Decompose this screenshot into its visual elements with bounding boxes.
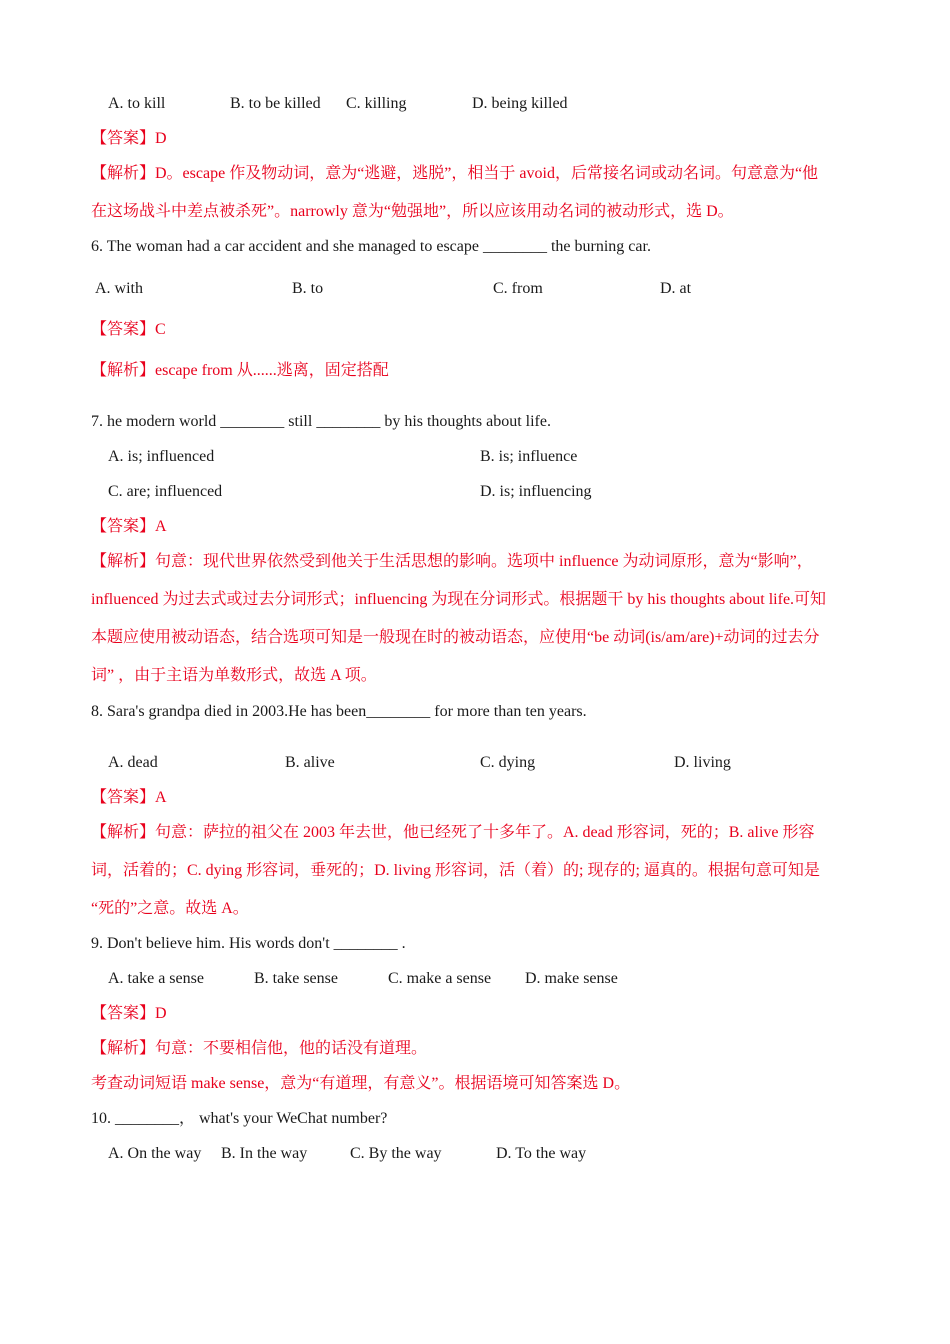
q5-analysis-line-1: 【解析】D。escape 作及物动词，意为“逃避，逃脱”，相当于 avoid，后常接名词或动名词。句意意为“他 — [91, 165, 819, 182]
q9-option-c: C. make a sense — [388, 970, 492, 987]
q5-option-a: A. to kill — [108, 95, 166, 112]
q5-analysis-line-2: 在这场战斗中差点被杀死”。narrowly 意为“勉强地”，所以应该用动名词的被动形式，选 D。 — [91, 203, 734, 220]
q9-option-b: B. take sense — [254, 970, 338, 987]
q10-option-d: D. To the way — [496, 1145, 587, 1162]
q7-question: 7. he modern world ________ still ________ by his thoughts about life. — [91, 413, 551, 430]
q6-question: 6. The woman had a car accident and she managed to escape ________ the burning car. — [91, 238, 651, 255]
q9-option-a: A. take a sense — [108, 970, 204, 987]
q7-analysis-line-3: 本题应使用被动语态，结合选项可知是一般现在时的被动语态，应使用“be 动词(is/am/are)+动词的过去分 — [91, 629, 820, 646]
q5-option-d: D. being killed — [472, 95, 568, 112]
q6-option-c: C. from — [493, 280, 543, 297]
q9-option-d: D. make sense — [525, 970, 618, 987]
q7-option-b: B. is; influence — [480, 448, 578, 465]
q8-option-b: B. alive — [285, 754, 335, 771]
q7-analysis-line-1: 【解析】句意：现代世界依然受到他关于生活思想的影响。选项中 influence 为动词原形，意为“影响”， — [91, 553, 813, 570]
q8-analysis-line-1: 【解析】句意：萨拉的祖父在 2003 年去世，他已经死了十多年了。A. dead 形容词，死的；B. alive 形容 — [91, 824, 815, 841]
q6-option-d: D. at — [660, 280, 692, 297]
q6-analysis-line-1: 【解析】escape from 从......逃离，固定搭配 — [91, 362, 389, 379]
q7-option-d: D. is; influencing — [480, 483, 592, 500]
q7-answer: 【答案】A — [91, 518, 167, 535]
q10-option-c: C. By the way — [350, 1145, 442, 1162]
q6-option-a: A. with — [95, 280, 143, 297]
q8-question: 8. Sara's grandpa died in 2003.He has been________ for more than ten years. — [91, 703, 587, 720]
q9-analysis-line-2: 考查动词短语 make sense，意为“有道理，有意义”。根据语境可知答案选 D。 — [91, 1075, 631, 1092]
q5-option-c: C. killing — [346, 95, 407, 112]
q8-option-a: A. dead — [108, 754, 158, 771]
q8-analysis-line-3: “死的”之意。故选 A。 — [91, 900, 249, 917]
q9-question: 9. Don't believe him. His words don't ________ . — [91, 935, 406, 952]
q8-answer: 【答案】A — [91, 789, 167, 806]
q10-option-b: B. In the way — [221, 1145, 308, 1162]
q9-answer: 【答案】D — [91, 1005, 167, 1022]
q10-question: 10. ________， what's your WeChat number? — [91, 1110, 388, 1127]
q8-option-d: D. living — [674, 754, 731, 771]
q5-answer: 【答案】D — [91, 130, 167, 147]
q7-analysis-line-2: influenced 为过去式或过去分词形式；influencing 为现在分词形式。根据题干 by his thoughts about life.可知 — [91, 591, 827, 608]
q8-option-c: C. dying — [480, 754, 536, 771]
q5-option-b: B. to be killed — [230, 95, 321, 112]
q6-answer: 【答案】C — [91, 321, 166, 338]
q8-analysis-line-2: 词，活着的；C. dying 形容词，垂死的；D. living 形容词，活（着）的; 现存的; 逼真的。根据句意可知是 — [91, 862, 820, 879]
q6-option-b: B. to — [292, 280, 324, 297]
q7-option-a: A. is; influenced — [108, 448, 215, 465]
q7-option-c: C. are; influenced — [108, 483, 223, 500]
q9-analysis-line-1: 【解析】句意：不要相信他，他的话没有道理。 — [91, 1040, 428, 1057]
q7-analysis-line-4: 词” ，由于主语为单数形式，故选 A 项。 — [91, 667, 377, 684]
q10-option-a: A. On the way — [108, 1145, 202, 1162]
